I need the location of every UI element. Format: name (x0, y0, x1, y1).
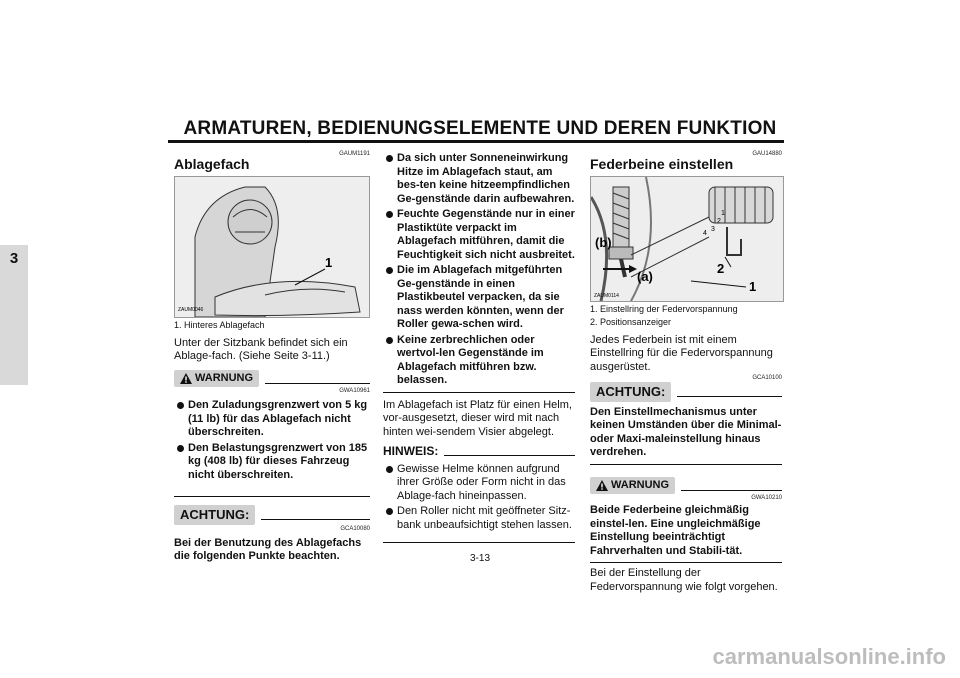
figure-label-1: 1 (325, 254, 333, 270)
scale-mark-2: 2 (717, 217, 721, 225)
scale-mark-1: 1 (721, 209, 725, 217)
note-label: HINWEIS: (383, 444, 439, 458)
section-heading-ablagefach: Ablagefach (174, 156, 250, 172)
warning-label: WARNUNG (611, 478, 670, 491)
watermark: carmanualsonline.info (712, 644, 946, 669)
warning-label: WARNUNG (195, 371, 254, 384)
chapter-number: 3 (9, 250, 19, 267)
caution-header (174, 505, 370, 525)
list-item: Feuchte Gegenstände nur in einer Plastiktüte verpackt im Ablagefach mitführen, damit die Feuchtigkeit sich nicht ausbreitet. (383, 208, 575, 262)
list-item: Keine zerbrechlichen oder wertvol-len Gegenstände im Ablagefach mitführen bzw. belassen. (383, 334, 575, 388)
list-item: Gewisse Helme können aufgrund ihrer Größe oder Form nicht in das Ablage-fach hineinpassen. (383, 463, 575, 504)
caution-badge: ACHTUNG: (174, 505, 255, 525)
list-item: Den Belastungsgrenzwert von 185 kg (408 lb) für dieses Fahrzeug nicht überschreiten. (174, 442, 370, 483)
column-3 (590, 150, 782, 594)
figure-label-a: (a) (637, 268, 653, 284)
column-2 (383, 150, 575, 543)
section-code: GAU14880 (752, 151, 782, 157)
warning-badge (174, 370, 259, 388)
paragraph-location: Unter der Sitzbank befindet sich ein Ablage-fach. (Siehe Seite 3-11.) (174, 336, 348, 362)
figure-label-b: (b) (595, 234, 612, 250)
page-number: 3-13 (469, 553, 490, 564)
column-1 (174, 150, 370, 564)
figure-caption-1: 1. Einstellring der Federvorspannung (590, 303, 738, 314)
warning-header (174, 370, 370, 388)
warning-code: GWA10210 (751, 495, 782, 501)
figure-shock-absorber (590, 176, 784, 302)
warning-triangle-icon (596, 480, 608, 491)
caution-list (383, 152, 575, 388)
note-header (383, 445, 575, 459)
section-code: GAUM1191 (339, 151, 370, 157)
caution-text: Bei der Benutzung des Ablagefachs die folgenden Punkte beachten. (174, 536, 362, 562)
paragraph-adjuster: Jedes Federbein ist mit einem Einstellring für die Federvorspannung ausgerüstet. (590, 333, 773, 373)
figure-label-1: 1 (749, 278, 757, 294)
warning-triangle-icon (180, 373, 192, 384)
figure-code: ZAUM0114 (594, 292, 619, 299)
list-item: Die im Ablagefach mitgeführten Ge-genstände in einen Plastikbeutel verpacken, da sie nass werden könnten, wenn der Roller gewa-schen wird. (383, 264, 575, 332)
shock-absorber-illustration (591, 177, 783, 301)
section-heading-federbeine: Federbeine einstellen (590, 156, 734, 172)
figure-caption: 1. Hinteres Ablagefach (174, 319, 265, 330)
list-item: Den Zuladungsgrenzwert von 5 kg (11 lb) für das Ablagefach nicht überschreiten. (174, 399, 370, 440)
list-item: Den Roller nicht mit geöffneter Sitz-bank unbeaufsichtigt stehen lassen. (383, 505, 575, 532)
figure-code: ZAUM0046 (178, 306, 204, 313)
warning-list (174, 399, 370, 482)
storage-compartment-illustration (175, 177, 369, 317)
caution-badge: ACHTUNG: (590, 382, 671, 402)
caution-code: GCA10100 (752, 375, 782, 381)
scale-mark-3: 3 (711, 225, 715, 233)
header-rule (168, 140, 784, 143)
figure-caption-2: 2. Positionsanzeiger (590, 316, 672, 327)
page-title: ARMATUREN, BEDIENUNGSELEMENTE UND DEREN FUNKTION (183, 118, 777, 139)
warning-code: GWA10961 (339, 388, 370, 394)
caution-code: GCA10080 (340, 525, 370, 532)
note-list (383, 463, 575, 533)
warning-header (590, 477, 782, 495)
warning-badge (590, 477, 675, 495)
figure-storage-compartment (174, 176, 370, 318)
list-item: Da sich unter Sonneneinwirkung Hitze im Ablagefach staut, am bes-ten keine hitzeempfindlichen Ge-genstände darin aufbewahren. (383, 152, 575, 206)
warning-text: Beide Federbeine gleichmäßig einstel-len. Eine ungleichmäßige Einstellung beeinträchtigt Fahrverhalten und Stabili-tät. (590, 504, 761, 557)
scale-mark-4: 4 (703, 229, 707, 237)
paragraph-helmet: Im Ablagefach ist Platz für einen Helm, vor-ausgesetzt, dieser wird mit nach hinten wei-sendem Visier abgelegt. (383, 398, 572, 438)
paragraph-procedure: Bei der Einstellung der Federvorspannung wie folgt vorgehen. (590, 567, 778, 593)
figure-label-2: 2 (717, 260, 725, 276)
caution-header (590, 382, 782, 402)
caution-text: Den Einstellmechanismus unter keinen Umständen über die Minimal- oder Maxi-maleinstellung hinaus verdrehen. (590, 405, 782, 458)
